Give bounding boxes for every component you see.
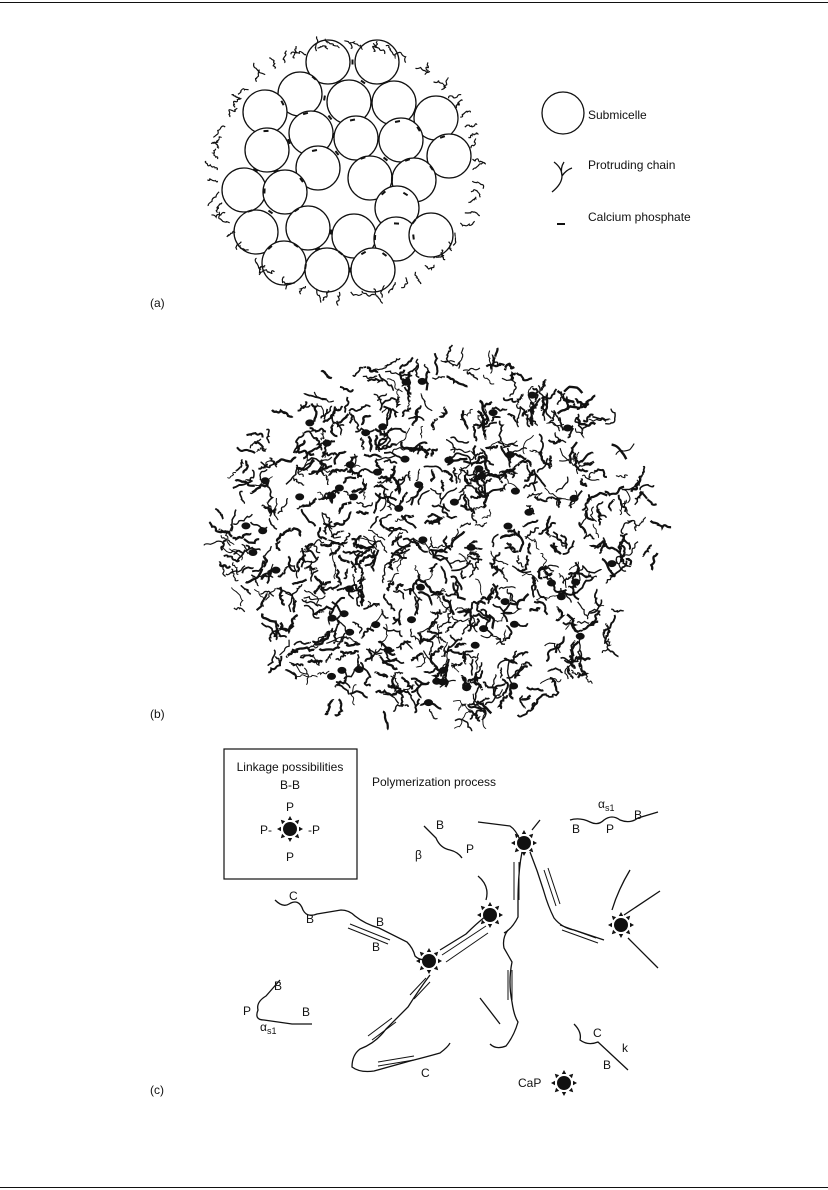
legend-protruding-chain-label: Protruding chain (588, 158, 676, 172)
chain-hub4-c (628, 938, 658, 968)
calcium-phosphate-hub-2-ray (420, 952, 424, 956)
parallel-bonds (348, 862, 598, 1066)
beta-chain-p: P (466, 842, 475, 856)
calcium-phosphate-hub-4-ray (619, 912, 623, 916)
box-title: Linkage possibilities (236, 760, 344, 774)
calcium-phosphate-hub-4 (608, 912, 634, 938)
calcium-phosphate-hub-1-ray (522, 852, 526, 856)
legend-calcium-phosphate-label: Calcium phosphate (588, 210, 691, 224)
calcium-phosphate-hub-3-ray (488, 902, 492, 906)
calcium-phosphate-hub-4-core (614, 918, 628, 932)
calcium-phosphate-hub-2-core (422, 954, 436, 968)
legend-submicelle-label: Submicelle (588, 108, 647, 122)
calcium-phosphate-hub-1-ray (511, 841, 515, 845)
lower-chain-c: C (421, 1066, 430, 1080)
left-chain-b3: B (372, 940, 381, 954)
alpha-top-b2: B (634, 808, 643, 822)
alpha-left-b1: B (274, 979, 283, 993)
panel-b-label: (b) (150, 707, 165, 721)
cap-legend-icon-ray (562, 1070, 566, 1074)
calcium-phosphate-hub-4-ray (608, 923, 612, 927)
calcium-phosphate-hub-3-ray (495, 920, 499, 924)
box-p-left: P- (260, 823, 272, 837)
calcium-phosphate-hub-1-ray (522, 830, 526, 834)
calcium-phosphate-hub-3-ray (477, 913, 481, 917)
box-calcium-phosphate-icon-ray (281, 834, 285, 838)
kappa-chain-c: C (593, 1026, 602, 1040)
chain-to-hub1 (478, 822, 520, 840)
calcium-phosphate-hub-2-ray (438, 959, 442, 963)
calcium-phosphate-hub-1 (511, 830, 537, 856)
chain-hub3-up (478, 876, 487, 900)
calcium-phosphate-hub-4-ray (626, 916, 630, 920)
cap-legend-icon-core (557, 1076, 571, 1090)
cap-legend-icon-ray (551, 1081, 555, 1085)
chain-hub1-down2 (530, 852, 604, 940)
cap-legend-icon-ray (555, 1088, 559, 1092)
alpha-left-label: $\alpha_{s1}$ (260, 1020, 277, 1036)
calcium-phosphate-hub-2 (416, 948, 442, 974)
panel-a-label: (a) (150, 296, 165, 310)
chain-down-left (352, 975, 450, 1072)
cap-legend-label: CaP (518, 1076, 542, 1090)
box-p-bottom: P (285, 850, 295, 864)
alpha-left-b2: B (302, 1005, 311, 1019)
chain-hub4-b (624, 891, 660, 915)
box-calcium-phosphate-icon-ray (281, 820, 285, 824)
chain-hub1-right (532, 820, 540, 830)
box-calcium-phosphate-icon-ray (299, 827, 303, 831)
box-calcium-phosphate-icon-ray (288, 816, 292, 820)
chain-hub2-hub3 (440, 916, 486, 950)
cap-legend-icon-ray (569, 1088, 573, 1092)
box-calcium-phosphate-icon-ray (277, 827, 281, 831)
beta-chain-b: B (436, 818, 445, 832)
box-bb: B-B (279, 778, 301, 792)
box-calcium-phosphate-icon (277, 816, 303, 842)
left-chain-c: C (289, 889, 298, 903)
kappa-label: k (622, 1041, 628, 1055)
alpha-left-p: P (243, 1004, 252, 1018)
calcium-phosphate-hub-2-ray (427, 948, 431, 952)
box-calcium-phosphate-icon-ray (288, 838, 292, 842)
cap-legend-icon-ray (562, 1092, 566, 1096)
calcium-phosphate-hub-4-ray (630, 923, 634, 927)
calcium-phosphate-hub-2-ray (427, 970, 431, 974)
calcium-phosphate-hub-1-ray (529, 848, 533, 852)
calcium-phosphate-hub-4-ray (612, 916, 616, 920)
box-calcium-phosphate-icon-ray (295, 820, 299, 824)
calcium-phosphate-hub-2-ray (416, 959, 420, 963)
left-chain-b1: B (306, 912, 315, 926)
beta-label: β (415, 848, 422, 862)
chain-hub4 (612, 870, 630, 910)
calcium-phosphate-hub-2-ray (420, 966, 424, 970)
box-p-right: -P (308, 823, 320, 837)
calcium-phosphate-hub-3-ray (488, 924, 492, 928)
calcium-phosphate-hub-3 (477, 902, 503, 928)
calcium-phosphate-hub-2-ray (434, 966, 438, 970)
calcium-phosphate-hub-4-ray (626, 930, 630, 934)
polymerization-title: Polymerization process (372, 775, 497, 789)
cap-legend-icon-ray (569, 1074, 573, 1078)
calcium-phosphate-hub-1-ray (515, 848, 519, 852)
calcium-phosphate-hub-3-ray (495, 906, 499, 910)
box-calcium-phosphate-icon-ray (295, 834, 299, 838)
kappa-chain-b: B (603, 1058, 612, 1072)
linkage-possibilities-box (224, 749, 357, 879)
calcium-phosphate-hub-1-core (517, 836, 531, 850)
panel-c-label: (c) (150, 1083, 164, 1097)
cap-legend-icon-ray (573, 1081, 577, 1085)
calcium-phosphate-hub-4-ray (612, 930, 616, 934)
alpha-top-b1: B (572, 822, 581, 836)
chain-middle (490, 930, 518, 1048)
calcium-phosphate-hub-1-ray (529, 834, 533, 838)
calcium-phosphate-hub-3-ray (499, 913, 503, 917)
calcium-phosphate-hub-3-ray (481, 906, 485, 910)
chain-lower-left (480, 998, 500, 1024)
left-chain-b2: B (376, 915, 385, 929)
calcium-phosphate-hub-4-ray (619, 934, 623, 938)
cap-legend-icon (551, 1070, 577, 1096)
cap-legend-icon-ray (555, 1074, 559, 1078)
box-calcium-phosphate-icon-core (283, 822, 297, 836)
calcium-phosphate-hub-2-ray (434, 952, 438, 956)
alpha-top-p: P (606, 822, 615, 836)
box-p-top: P (285, 800, 295, 814)
calcium-phosphate-hub-3-core (483, 908, 497, 922)
alpha-top-label: $\alpha_{s1}$ (598, 797, 615, 813)
calcium-phosphate-hub-1-ray (533, 841, 537, 845)
